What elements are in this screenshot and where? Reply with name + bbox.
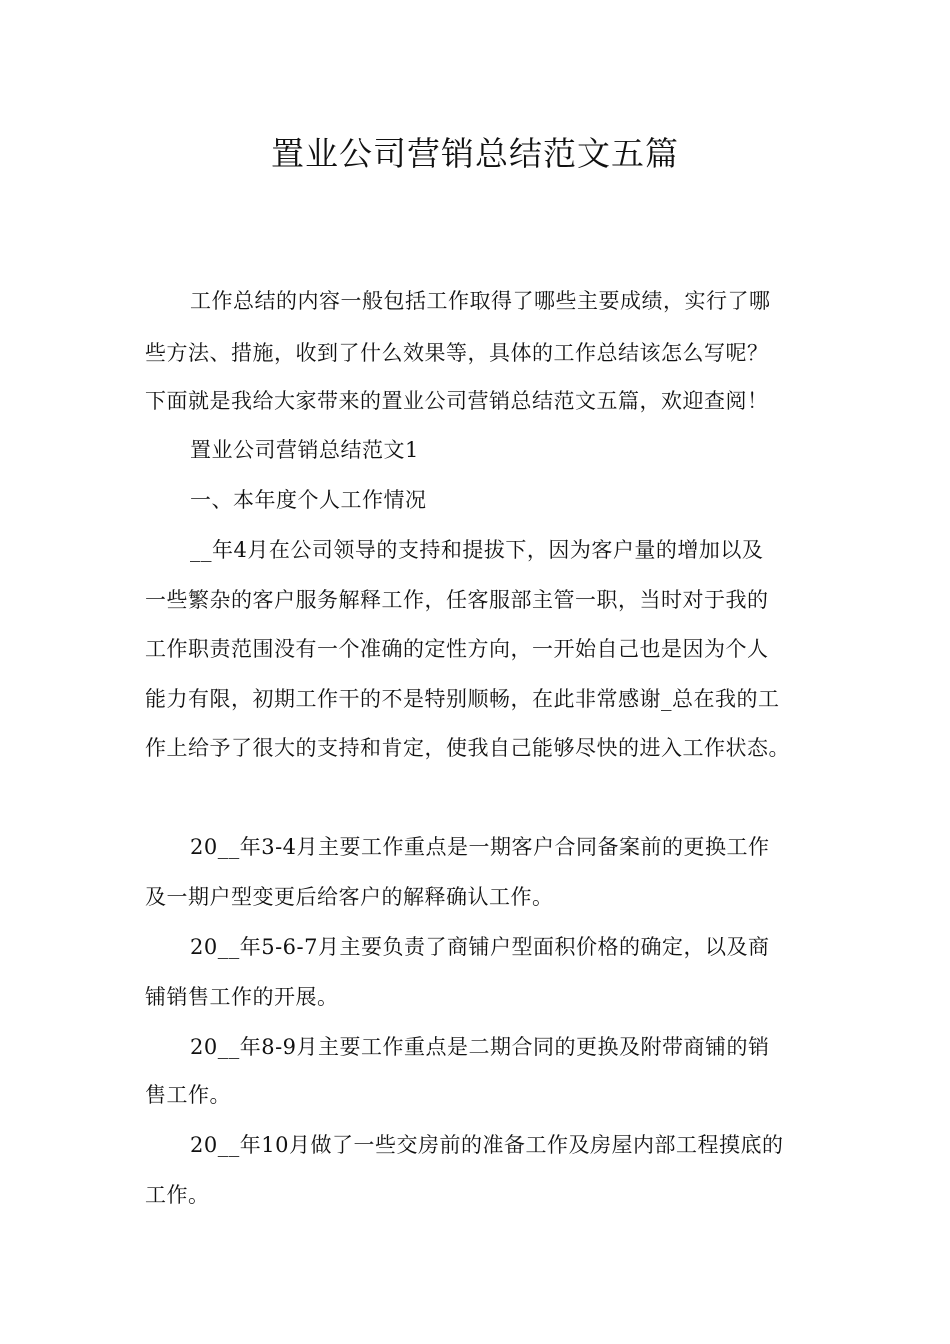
section-title: 置业公司营销总结范文1 — [190, 438, 419, 462]
paragraph-line: 工作。 — [145, 1183, 210, 1207]
paragraph-line: 工作职责范围没有一个准确的定性方向，一开始自己也是因为个人 — [145, 637, 769, 661]
paragraph-line: 作上给予了很大的支持和肯定，使我自己能够尽快的进入工作状态。 — [145, 736, 790, 760]
paragraph-line: 一些繁杂的客户服务解释工作，任客服部主管一职，当时对于我的 — [145, 588, 769, 612]
paragraph-line: 20__年5-6-7月主要负责了商铺户型面积价格的确定，以及商 — [190, 935, 770, 959]
paragraph-line: 20__年10月做了一些交房前的准备工作及房屋内部工程摸底的 — [190, 1133, 784, 1157]
paragraph-line: __年4月在公司领导的支持和提拔下，因为客户量的增加以及 — [190, 538, 764, 562]
intro-line: 下面就是我给大家带来的置业公司营销总结范文五篇，欢迎查阅！ — [145, 389, 769, 413]
intro-line: 工作总结的内容一般包括工作取得了哪些主要成绩，实行了哪 — [190, 289, 771, 313]
paragraph-line: 能力有限，初期工作干的不是特别顺畅，在此非常感谢_总在我的工 — [145, 687, 780, 711]
subsection-title: 一、本年度个人工作情况 — [190, 488, 427, 512]
paragraph-line: 20__年3-4月主要工作重点是一期客户合同备案前的更换工作 — [190, 835, 770, 859]
paragraph-line: 及一期户型变更后给客户的解释确认工作。 — [145, 885, 554, 909]
document-title: 置业公司营销总结范文五篇 — [271, 134, 679, 173]
paragraph-line: 售工作。 — [145, 1083, 231, 1107]
paragraph-line: 20__年8-9月主要工作重点是二期合同的更换及附带商铺的销 — [190, 1035, 770, 1059]
paragraph-line: 铺销售工作的开展。 — [145, 985, 339, 1009]
intro-line: 些方法、措施，收到了什么效果等，具体的工作总结该怎么写呢？ — [145, 341, 769, 365]
